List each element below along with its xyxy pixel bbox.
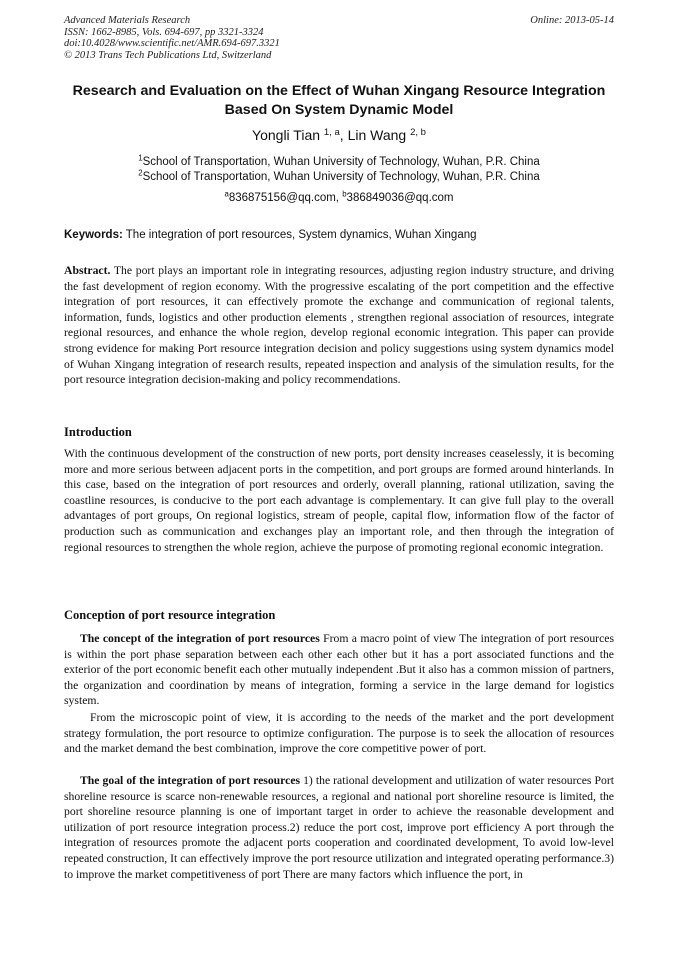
affiliation-2 xyxy=(64,170,614,185)
conception-paragraph-1 xyxy=(64,631,614,709)
online-date: Online: 2013-05-14 xyxy=(530,15,614,26)
author-name: Yongli Tian xyxy=(252,127,321,143)
abstract-label: Abstract. xyxy=(64,264,111,277)
author-affil-sup: 1, a xyxy=(323,126,340,138)
paragraph-lead: The concept of the integration of port resources xyxy=(80,632,320,645)
affiliation-text: School of Transportation, Wuhan University of Technology, Wuhan, P.R. China xyxy=(142,171,540,183)
email-sup: b xyxy=(342,189,347,199)
conception-paragraph-2: From the microscopic point of view, it is according to the needs of the market and the port development strategy formulation, the port resource to optimize configuration. The purpose is to seek the allocation of resources and the market demand the best combination, improve the core competitive power of port. xyxy=(64,711,614,756)
doi-line[interactable]: doi:10.4028/www.scientific.net/AMR.694-697.3321 xyxy=(64,38,280,49)
affiliation-sup: 2 xyxy=(138,168,143,178)
abstract-text: The port plays an important role in integrating resources, adjusting region industry structure, and driving the fast development of region economy. With the progressive escalating of the port competition and the effective integration of port resources, it can effectively promote the exchange and communication of regional talents, information, funds, logistics and other production elements , strengthen regional association of resources, integrate regional resources, and enhance the whole region, develop regional economic integration. This paper can provide strong evidence for making Port resource integration decision and policy suggestions using system dynamics model of Wuhan Xingang integration of research results, repeated inspection and analysis of the simulation results, for the port resource integration decision-making and policy recommendations. xyxy=(64,264,614,387)
conception-paragraph-3 xyxy=(64,773,614,882)
author-affil-sup: 2, b xyxy=(410,126,426,138)
author-separator: , xyxy=(339,127,348,143)
journal-meta xyxy=(64,15,280,61)
paragraph-lead: The goal of the integration of port resources xyxy=(80,774,301,787)
affiliation-sup: 1 xyxy=(138,153,143,163)
author-list xyxy=(64,127,614,143)
keywords-text: The integration of port resources, System dynamics, Wuhan Xingang xyxy=(122,229,477,241)
keywords-label: Keywords: xyxy=(64,229,123,241)
paragraph-text: 1) the rational development and utilization of water resources Port shoreline resource is scarce non-renewable resources, a regional and national port shoreline resource is limited, the port shoreline resource planning is one of important target in order to achieve the reasonable development and utilization of port resource integration process.2) reduce the port cost, improve port efficiency A port through the integration of resources promote the adjacent ports cooperation and coordinated development, To avoid low-level repeated construction, It can effectively improve the port resource utilization and integrated operating performance.3) to improve the market competitiveness of port There are many factors which influence the port, in xyxy=(64,774,614,881)
paragraph-text: From a macro point of view The integration of port resources is within the port phase separation between each other each other but it has a port associated functions and the exterior of the port economic benefit each other mutually independent .But it also has a common mission of partners, the organization and coordination by means of integration, forming a service in the large demand for logistics system. xyxy=(64,632,614,708)
author-emails xyxy=(64,189,614,204)
abstract xyxy=(64,263,614,388)
introduction-text: With the continuous development of the construction of new ports, port density increases ceaselessly, it is becoming more and more serious between adjacent ports in the competition, and port groups are formed around hinterlands. In this case, based on the integration of port resources and orderly, overall planning, rational utilization, saving the coastline resources, is conducive to the port each advantage is complementary. It can give full play to the overall advantages of port groups, On regional logistics, stream of people, capital flow, information flow of the factor of production such as communication and exchanges play an important role, and then through the integration of regional resources to strengthen the whole region, achieve the purpose of promoting regional economic integration. xyxy=(64,447,614,554)
section-heading-introduction: Introduction xyxy=(64,425,132,439)
issn-line: ISSN: 1662-8985, Vols. 694-697, pp 3321-3324 xyxy=(64,26,264,38)
author-name: Lin Wang xyxy=(347,127,407,143)
email-sup: a xyxy=(224,189,229,199)
email-a[interactable]: 836875156@qq.com, xyxy=(228,192,343,204)
affiliation-1 xyxy=(64,155,614,170)
keywords xyxy=(64,229,624,241)
email-b[interactable]: 386849036@qq.com xyxy=(346,192,454,204)
section-heading-conception: Conception of port resource integration xyxy=(64,608,276,622)
journal-name: Advanced Materials Research xyxy=(64,15,191,26)
paper-title: Research and Evaluation on the Effect of Wuhan Xingang Resource Integration Based On System Dynamic Model xyxy=(72,83,606,118)
affiliation-text: School of Transportation, Wuhan University of Technology, Wuhan, P.R. China xyxy=(142,156,540,168)
copyright-line: © 2013 Trans Tech Publications Ltd, Switzerland xyxy=(64,49,272,61)
